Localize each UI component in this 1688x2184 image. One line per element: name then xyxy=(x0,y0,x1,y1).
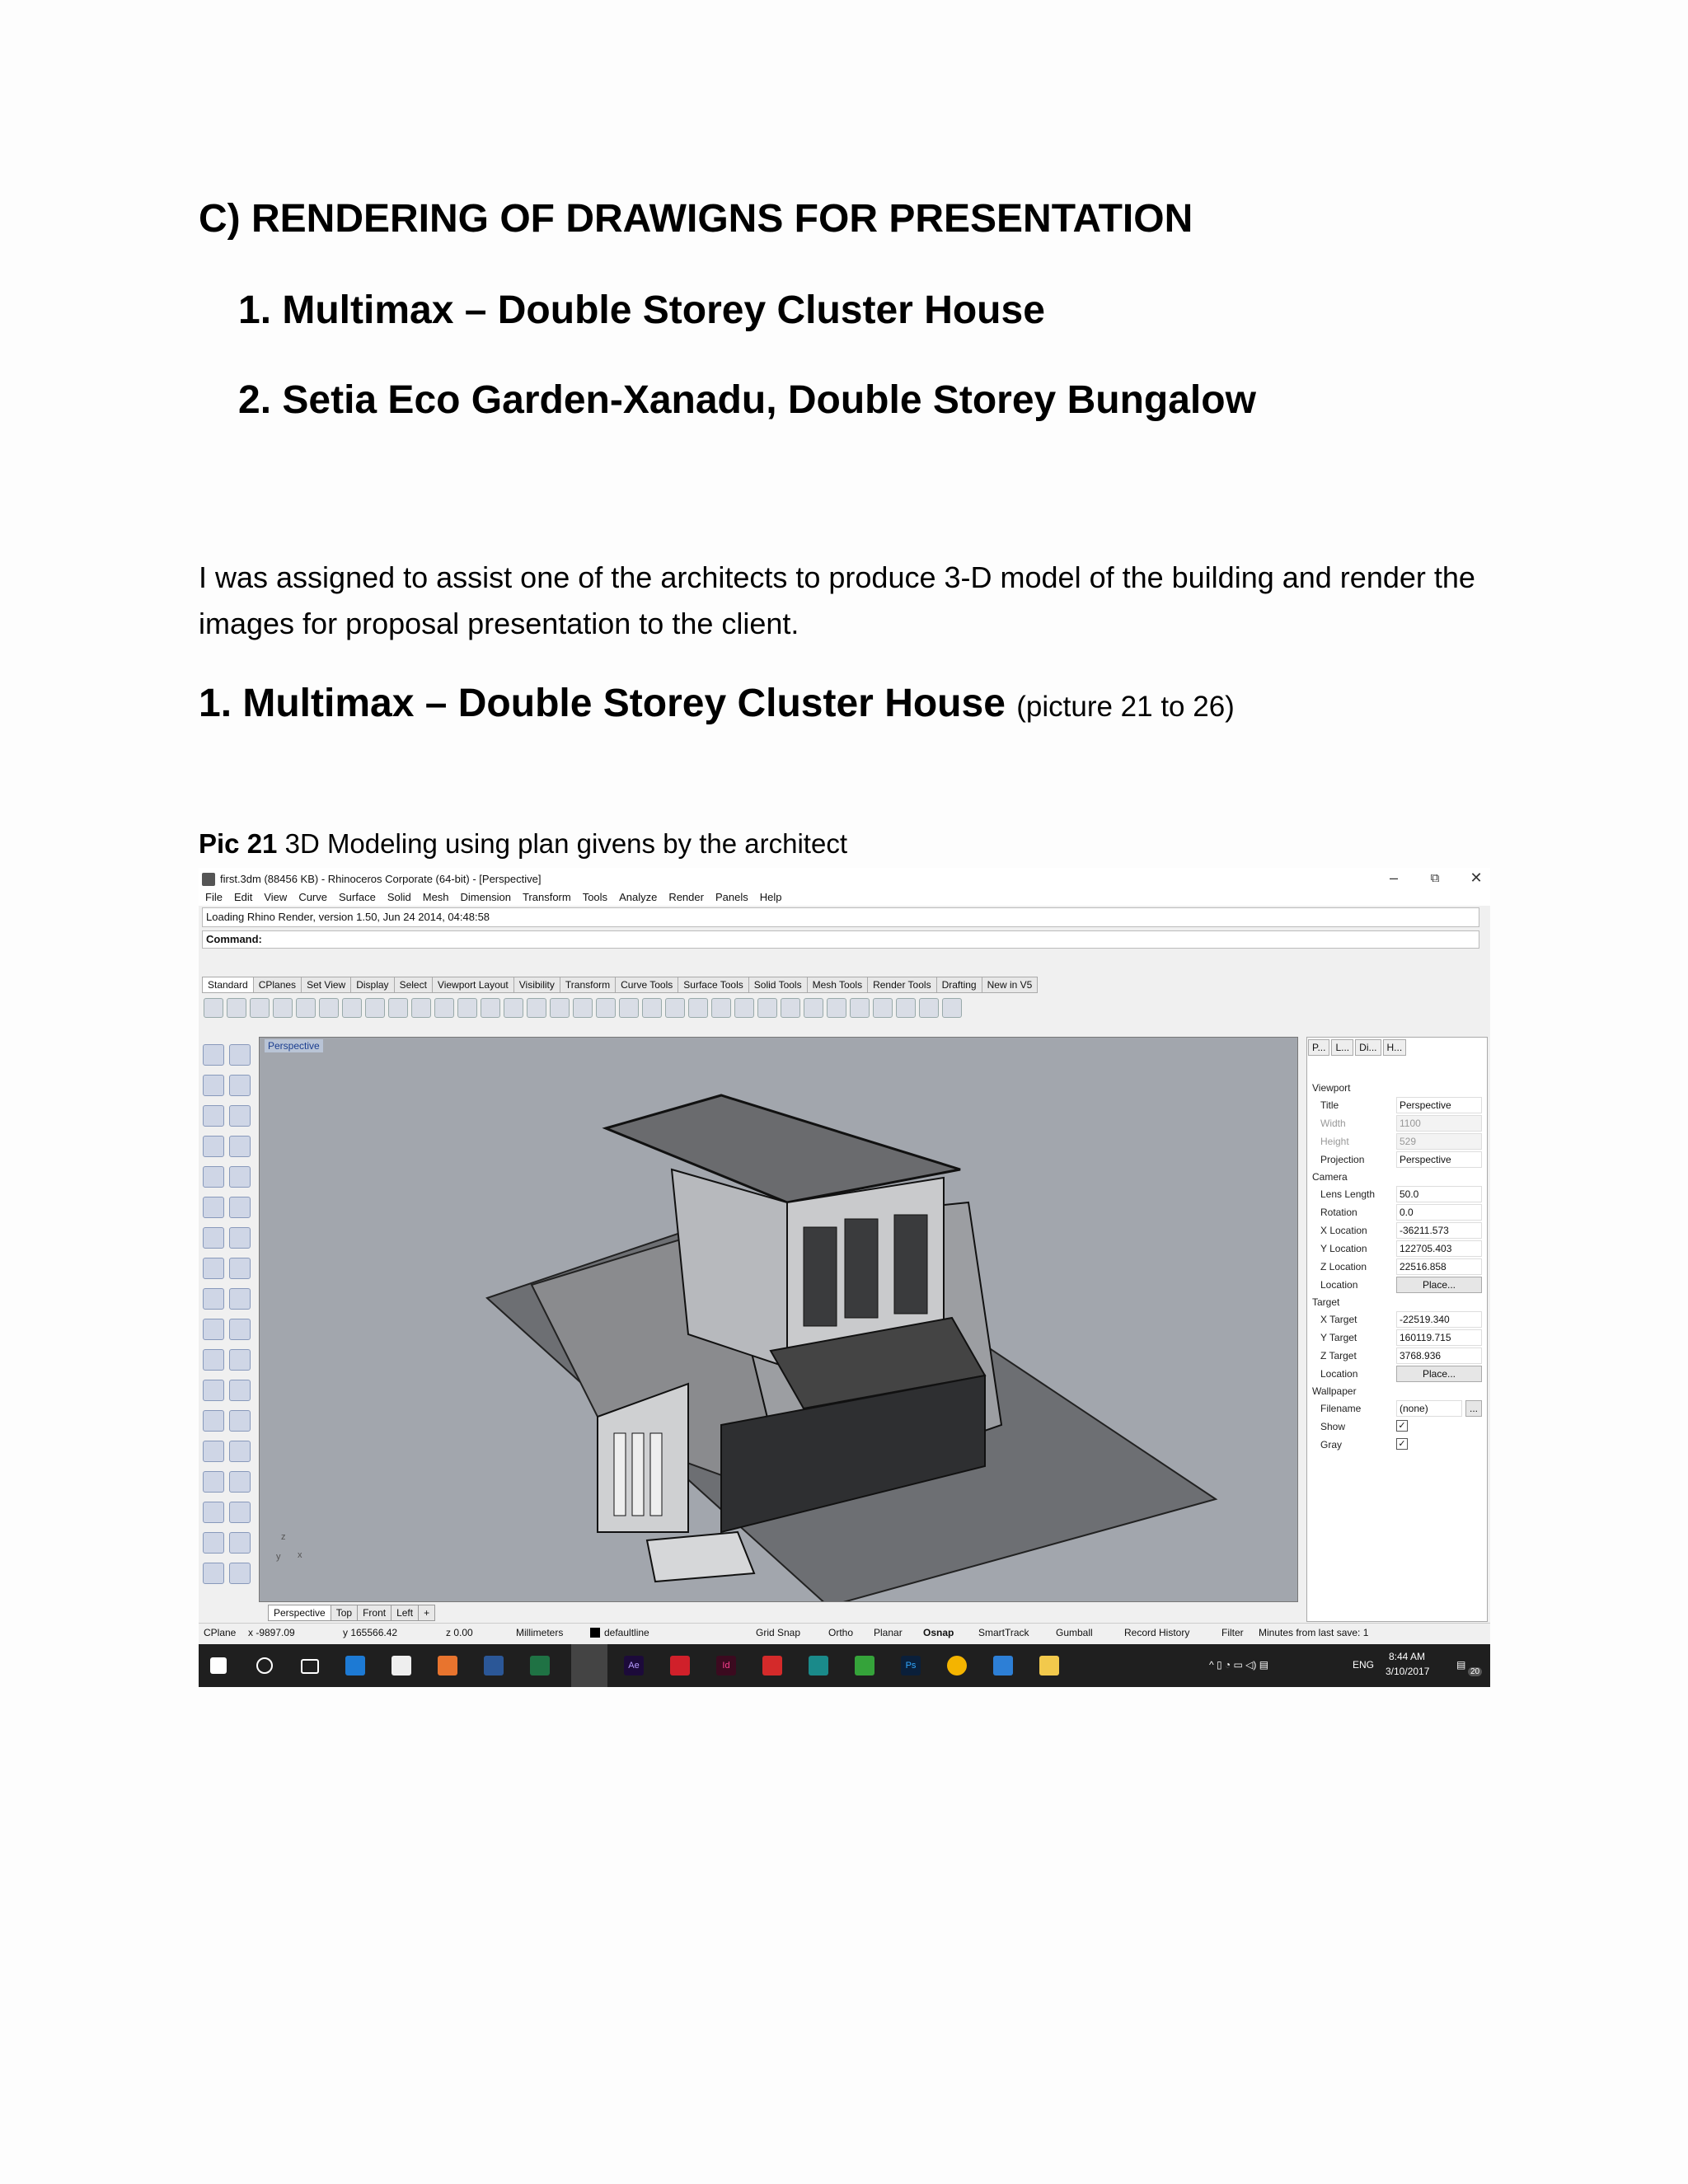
language-indicator[interactable]: ENG xyxy=(1353,1659,1375,1671)
task-view-icon[interactable] xyxy=(301,1659,319,1674)
xloc-field[interactable]: -36211.573 xyxy=(1396,1222,1482,1239)
title-label: Title xyxy=(1320,1099,1339,1111)
status-z: z 0.00 xyxy=(446,1627,473,1638)
status-units[interactable]: Millimeters xyxy=(516,1627,564,1638)
window-title: first.3dm (88456 KB) - Rhinoceros Corporate (64-bit) - [Perspective] xyxy=(220,873,542,885)
filename-row xyxy=(1314,1400,1482,1418)
show-label: Show xyxy=(1320,1421,1346,1432)
location-row xyxy=(1314,1277,1482,1295)
section-title xyxy=(199,681,1235,726)
menu-help[interactable]: Help xyxy=(759,891,782,903)
gray-checkbox[interactable]: ✓ xyxy=(1396,1438,1408,1450)
rotation-label: Rotation xyxy=(1320,1207,1357,1218)
zloc-label: Z Location xyxy=(1320,1261,1367,1272)
record-history-toggle[interactable]: Record History xyxy=(1124,1627,1190,1638)
search-icon[interactable] xyxy=(256,1657,273,1674)
list-item-2: 2. Setia Eco Garden-Xanadu, Double Storey Bungalow xyxy=(238,378,1256,422)
projection-label: Projection xyxy=(1320,1154,1365,1165)
restore-button[interactable]: ⧉ xyxy=(1430,871,1440,885)
gray-row xyxy=(1314,1436,1482,1455)
menu-surface[interactable]: Surface xyxy=(339,891,376,903)
acrobat-icon[interactable] xyxy=(670,1656,690,1675)
zoom-selected-icon[interactable] xyxy=(527,998,546,1018)
caption-label: Pic 21 xyxy=(199,828,278,859)
page-icon[interactable] xyxy=(296,998,316,1018)
polyline-icon[interactable] xyxy=(203,1075,224,1096)
menu-bar xyxy=(199,889,1490,906)
rhino-taskbar-icon[interactable] xyxy=(571,1644,607,1687)
xtarget-row xyxy=(1314,1311,1482,1329)
paint-icon[interactable] xyxy=(229,1563,251,1584)
point-tool-icon[interactable] xyxy=(229,1044,251,1066)
main-heading: C) RENDERING OF DRAWIGNS FOR PRESENTATION xyxy=(199,197,1193,241)
tab-perspective-view[interactable]: Perspective xyxy=(268,1605,331,1621)
rectangle-icon[interactable] xyxy=(229,1136,251,1157)
body-paragraph: I was assigned to assist one of the architects to produce 3-D model of the building and render the images for proposal presentation to the client. xyxy=(199,560,1475,640)
chrome-icon[interactable] xyxy=(947,1656,967,1675)
house-model-render xyxy=(260,1038,1297,1601)
left-toolbar xyxy=(200,1041,258,1585)
height-row xyxy=(1314,1133,1482,1151)
projection-select[interactable]: Perspective xyxy=(1396,1151,1482,1168)
menu-panels[interactable]: Panels xyxy=(715,891,748,903)
save-icon[interactable] xyxy=(250,998,270,1018)
minimize-button[interactable]: – xyxy=(1389,869,1398,886)
status-y: y 165566.42 xyxy=(343,1627,398,1638)
mail-icon[interactable] xyxy=(993,1656,1013,1675)
photoshop-icon[interactable]: Ps xyxy=(901,1656,921,1675)
lens-row xyxy=(1314,1186,1482,1204)
show-checkbox[interactable]: ✓ xyxy=(1396,1420,1408,1432)
ortho-toggle[interactable]: Ortho xyxy=(828,1627,854,1638)
planar-toggle[interactable]: Planar xyxy=(874,1627,903,1638)
menu-curve[interactable]: Curve xyxy=(298,891,327,903)
xloc-label: X Location xyxy=(1320,1225,1367,1236)
rotate-view-icon[interactable] xyxy=(550,998,570,1018)
menu-file[interactable]: File xyxy=(205,891,223,903)
rendered-icon[interactable] xyxy=(804,998,823,1018)
axis-y-label: y xyxy=(276,1552,281,1562)
split-icon[interactable] xyxy=(229,1319,251,1340)
shaded-icon[interactable] xyxy=(781,998,800,1018)
rotation-row xyxy=(1314,1204,1482,1222)
tab-surface-tools[interactable]: Surface Tools xyxy=(678,977,749,993)
command-input[interactable]: Command: xyxy=(202,930,1479,949)
gumball-toggle[interactable]: Gumball xyxy=(1056,1627,1093,1638)
properties-panel xyxy=(1306,1037,1488,1622)
checkmark-icon[interactable] xyxy=(229,1532,251,1554)
folder-icon[interactable] xyxy=(1039,1656,1059,1675)
smarttrack-toggle[interactable]: SmartTrack xyxy=(978,1627,1029,1638)
color-wheel-icon[interactable] xyxy=(757,998,777,1018)
help-icon[interactable] xyxy=(942,998,962,1018)
section-title-text: 1. Multimax – Double Storey Cluster House xyxy=(199,682,1006,725)
status-x: x -9897.09 xyxy=(248,1627,295,1638)
standard-toolbar xyxy=(202,996,1488,1022)
zoom-icon[interactable] xyxy=(457,998,477,1018)
list-item-1: 1. Multimax – Double Storey Cluster House xyxy=(238,288,1045,332)
grid-icon[interactable] xyxy=(203,1502,224,1523)
viewport-tabs xyxy=(268,1605,434,1621)
grid-snap-toggle[interactable]: Grid Snap xyxy=(756,1627,801,1638)
save-info: Minutes from last save: 1 xyxy=(1259,1627,1369,1638)
rhino-app-icon xyxy=(202,873,215,886)
ytarget-field[interactable]: 160119.715 xyxy=(1396,1329,1482,1346)
print-icon[interactable] xyxy=(273,998,293,1018)
perspective-viewport[interactable] xyxy=(259,1037,1298,1602)
target-location-label: Location xyxy=(1320,1368,1358,1380)
tab-help[interactable]: H... xyxy=(1383,1039,1407,1056)
viewport-label[interactable]: Perspective xyxy=(265,1039,323,1052)
camera-section-label: Camera xyxy=(1312,1171,1348,1183)
move-icon[interactable] xyxy=(434,998,454,1018)
tab-solid-tools[interactable]: Solid Tools xyxy=(748,977,808,993)
title-row xyxy=(1314,1097,1482,1115)
menu-transform[interactable]: Transform xyxy=(522,891,571,903)
surface-icon[interactable] xyxy=(203,1197,224,1218)
rhino-screenshot xyxy=(199,868,1490,1687)
copy-icon[interactable] xyxy=(342,998,362,1018)
tab-front-view[interactable]: Front xyxy=(357,1605,392,1621)
status-layer[interactable]: defaultline xyxy=(604,1627,649,1638)
ytarget-label: Y Target xyxy=(1320,1332,1357,1343)
text-icon[interactable] xyxy=(203,1410,224,1432)
tab-curve-tools[interactable]: Curve Tools xyxy=(615,977,678,993)
viewport-section-label: Viewport xyxy=(1312,1082,1351,1094)
osnap-toggle[interactable]: Osnap xyxy=(923,1627,954,1638)
menu-render[interactable]: Render xyxy=(668,891,704,903)
xloc-row xyxy=(1314,1222,1482,1240)
close-button[interactable]: ✕ xyxy=(1470,869,1483,886)
cut-icon[interactable] xyxy=(319,998,339,1018)
tab-left-view[interactable]: Left xyxy=(391,1605,419,1621)
four-viewports-icon[interactable] xyxy=(573,998,593,1018)
store-icon[interactable] xyxy=(392,1656,411,1675)
lock-icon[interactable] xyxy=(711,998,731,1018)
add-viewport-tab-icon[interactable]: + xyxy=(418,1605,435,1621)
menu-analyze[interactable]: Analyze xyxy=(619,891,658,903)
tray-icons[interactable]: ^ ▯ ◔ ▭ ◁) ▤ xyxy=(1209,1659,1269,1671)
toolbar-tabs xyxy=(202,977,1488,993)
target-location-row xyxy=(1314,1366,1482,1384)
zloc-row xyxy=(1314,1258,1482,1277)
lens-label: Lens Length xyxy=(1320,1188,1376,1200)
status-bar xyxy=(199,1623,1490,1642)
zoom-window-icon[interactable] xyxy=(481,998,500,1018)
circle-icon[interactable] xyxy=(203,1105,224,1127)
yloc-row xyxy=(1314,1240,1482,1258)
show-row xyxy=(1314,1418,1482,1436)
panel-tabs xyxy=(1307,1038,1487,1057)
figure-caption xyxy=(199,828,847,860)
yloc-label: Y Location xyxy=(1320,1243,1367,1254)
caption-text: 3D Modeling using plan givens by the architect xyxy=(277,828,847,859)
tab-standard[interactable]: Standard xyxy=(202,977,254,993)
menu-tools[interactable]: Tools xyxy=(582,891,608,903)
section-note: (picture 21 to 26) xyxy=(1016,691,1235,723)
tab-display[interactable]: Display xyxy=(350,977,394,993)
notification-count: 20 xyxy=(1468,1667,1482,1676)
xtarget-label: X Target xyxy=(1320,1314,1357,1325)
zloc-field[interactable]: 22516.858 xyxy=(1396,1258,1482,1275)
lens-field[interactable]: 50.0 xyxy=(1396,1186,1482,1202)
tab-visibility[interactable]: Visibility xyxy=(513,977,560,993)
tab-select[interactable]: Select xyxy=(394,977,433,993)
sphere-solid-icon[interactable] xyxy=(229,1227,251,1249)
mirror-icon[interactable] xyxy=(229,1441,251,1462)
height-field: 529 xyxy=(1396,1133,1482,1150)
window-titlebar xyxy=(199,868,1490,889)
clock-time[interactable]: 8:44 AM xyxy=(1389,1651,1426,1662)
explorer-icon[interactable] xyxy=(438,1656,457,1675)
pan-hand-icon[interactable] xyxy=(411,998,431,1018)
menu-edit[interactable]: Edit xyxy=(233,891,253,903)
car-icon[interactable] xyxy=(596,998,616,1018)
axis-x-label: x xyxy=(298,1550,302,1560)
snap-icon[interactable] xyxy=(919,998,939,1018)
location-label: Location xyxy=(1320,1279,1358,1291)
loft-icon[interactable] xyxy=(229,1197,251,1218)
tab-drafting[interactable]: Drafting xyxy=(936,977,982,993)
offset-icon[interactable] xyxy=(203,1380,224,1401)
windows-start-icon[interactable] xyxy=(210,1657,227,1674)
render-tool-icon[interactable] xyxy=(203,1563,224,1584)
cylinder-icon[interactable] xyxy=(203,1258,224,1279)
undo-icon[interactable] xyxy=(388,998,408,1018)
ztarget-row xyxy=(1314,1347,1482,1366)
notification-icon[interactable]: ▤ xyxy=(1456,1659,1466,1671)
filename-label: Filename xyxy=(1320,1403,1362,1414)
menu-view[interactable]: View xyxy=(264,891,288,903)
ztarget-label: Z Target xyxy=(1320,1350,1357,1361)
fillet-icon[interactable] xyxy=(229,1166,251,1188)
height-label: Height xyxy=(1320,1136,1349,1147)
title-field[interactable]: Perspective xyxy=(1396,1097,1482,1113)
layers-icon[interactable] xyxy=(665,998,685,1018)
clock-date[interactable]: 3/10/2017 xyxy=(1386,1666,1430,1677)
axis-z-label: z xyxy=(281,1532,286,1542)
menu-mesh[interactable]: Mesh xyxy=(422,891,449,903)
mesh-icon[interactable] xyxy=(203,1288,224,1310)
media-player-icon[interactable] xyxy=(855,1656,874,1675)
explode-icon[interactable] xyxy=(229,1288,251,1310)
boolean-icon[interactable] xyxy=(229,1258,251,1279)
zoom-extents-icon[interactable] xyxy=(504,998,523,1018)
windows-taskbar xyxy=(199,1644,1490,1687)
target-section-label: Target xyxy=(1312,1296,1340,1308)
array-icon[interactable] xyxy=(203,1441,224,1462)
block-icon[interactable] xyxy=(203,1471,224,1493)
analyze-icon[interactable] xyxy=(229,1502,251,1523)
command-history: Loading Rhino Render, version 1.50, Jun 24 2014, 04:48:58 xyxy=(202,907,1479,927)
layer-color-swatch xyxy=(590,1628,600,1638)
scale-icon[interactable] xyxy=(229,1410,251,1432)
browse-button[interactable]: ... xyxy=(1465,1400,1482,1417)
extend-icon[interactable] xyxy=(229,1380,251,1401)
word-icon[interactable] xyxy=(484,1656,504,1675)
target-place-button[interactable]: Place... xyxy=(1396,1366,1482,1382)
tab-top-view[interactable]: Top xyxy=(331,1605,358,1621)
tab-transform[interactable]: Transform xyxy=(560,977,616,993)
tab-viewport-layout[interactable]: Viewport Layout xyxy=(432,977,514,993)
check-tool-icon[interactable] xyxy=(203,1532,224,1554)
tab-new-in-v5[interactable]: New in V5 xyxy=(982,977,1039,993)
xtarget-field[interactable]: -22519.340 xyxy=(1396,1311,1482,1328)
new-file-icon[interactable] xyxy=(204,998,223,1018)
tab-render-tools[interactable]: Render Tools xyxy=(867,977,937,993)
open-file-icon[interactable] xyxy=(227,998,246,1018)
projection-row xyxy=(1314,1151,1482,1169)
ytarget-row xyxy=(1314,1329,1482,1347)
point-icon[interactable] xyxy=(642,998,662,1018)
render-icon[interactable] xyxy=(827,998,846,1018)
box-icon[interactable] xyxy=(203,1227,224,1249)
sphere-icon[interactable] xyxy=(850,998,870,1018)
yloc-field[interactable]: 122705.403 xyxy=(1396,1240,1482,1257)
camera-place-button[interactable]: Place... xyxy=(1396,1277,1482,1293)
tab-mesh-tools[interactable]: Mesh Tools xyxy=(807,977,868,993)
tab-set-view[interactable]: Set View xyxy=(301,977,351,993)
gear-icon[interactable] xyxy=(896,998,916,1018)
filter-toggle[interactable]: Filter xyxy=(1221,1627,1244,1638)
excel-icon[interactable] xyxy=(530,1656,550,1675)
filename-field[interactable]: (none) xyxy=(1396,1400,1462,1417)
light-bulb-icon[interactable] xyxy=(688,998,708,1018)
paste-icon[interactable] xyxy=(365,998,385,1018)
filter-icon[interactable] xyxy=(873,998,893,1018)
indesign-icon[interactable]: Id xyxy=(716,1656,736,1675)
ztarget-field[interactable]: 3768.936 xyxy=(1396,1347,1482,1364)
width-row xyxy=(1314,1115,1482,1133)
status-cplane[interactable]: CPlane xyxy=(204,1627,237,1638)
ellipse-icon[interactable] xyxy=(203,1166,224,1188)
triangle-icon[interactable] xyxy=(203,1136,224,1157)
after-effects-icon[interactable]: Ae xyxy=(624,1656,644,1675)
menu-dimension[interactable]: Dimension xyxy=(460,891,511,903)
arc-icon[interactable] xyxy=(229,1105,251,1127)
gray-label: Gray xyxy=(1320,1439,1343,1451)
tab-layers[interactable]: L... xyxy=(1331,1039,1353,1056)
trim-icon[interactable] xyxy=(203,1319,224,1340)
menu-solid[interactable]: Solid xyxy=(387,891,411,903)
wallpaper-section-label: Wallpaper xyxy=(1312,1385,1357,1397)
group-icon[interactable] xyxy=(203,1349,224,1371)
select-arrow-icon[interactable] xyxy=(203,1044,224,1066)
app-icon[interactable] xyxy=(809,1656,828,1675)
dimension-icon[interactable] xyxy=(229,1471,251,1493)
select-icon[interactable] xyxy=(619,998,639,1018)
sketchup-icon[interactable] xyxy=(762,1656,782,1675)
tab-cplanes[interactable]: CPlanes xyxy=(253,977,302,993)
tab-display[interactable]: Di... xyxy=(1355,1039,1381,1056)
ungroup-icon[interactable] xyxy=(229,1349,251,1371)
tab-properties[interactable]: P... xyxy=(1308,1039,1329,1056)
rotation-field[interactable]: 0.0 xyxy=(1396,1204,1482,1221)
width-label: Width xyxy=(1320,1118,1346,1129)
material-icon[interactable] xyxy=(734,998,754,1018)
width-field: 1100 xyxy=(1396,1115,1482,1132)
curve-icon[interactable] xyxy=(229,1075,251,1096)
edge-icon[interactable] xyxy=(345,1656,365,1675)
